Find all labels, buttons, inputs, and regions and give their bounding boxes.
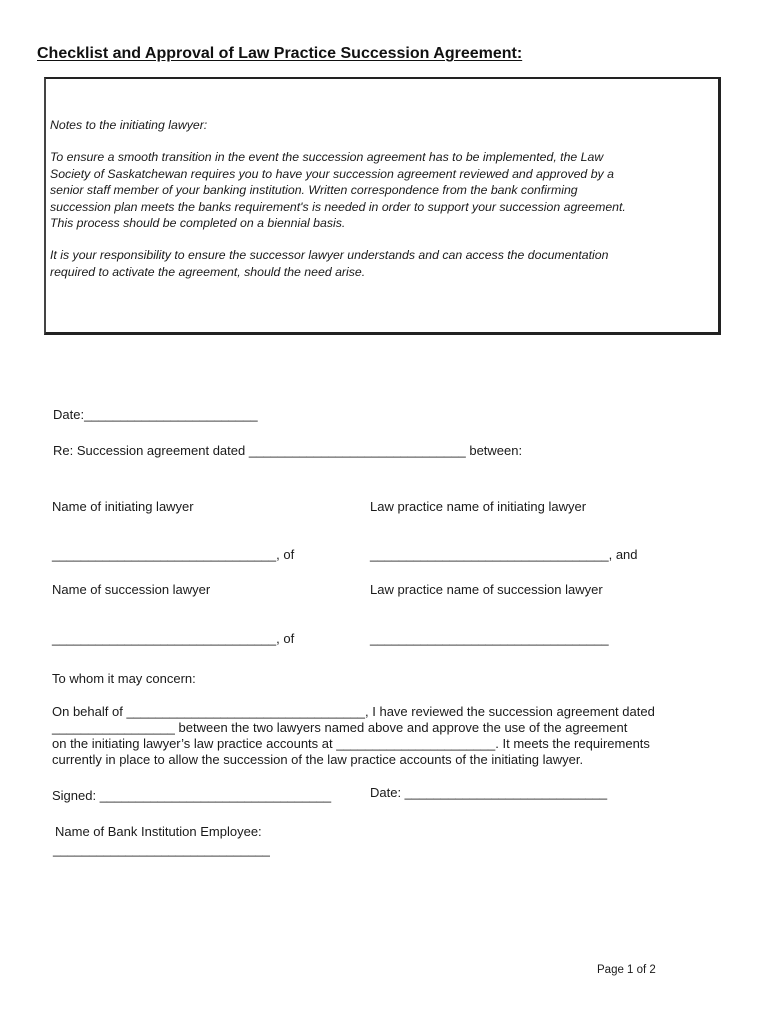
succession-lawyer-field[interactable]: _______________________________, of (52, 631, 295, 646)
page-title: Checklist and Approval of Law Practice Succession Agreement: (37, 45, 523, 62)
succession-practice-field[interactable]: _________________________________ (370, 631, 609, 646)
notes-paragraph-line: required to activate the agreement, should the need arise. (50, 264, 366, 279)
notes-paragraph-line: succession plan meets the banks requirement's is needed in order to support your succession agreement. (50, 199, 626, 214)
employee-name-field[interactable]: ______________________________ (53, 842, 270, 857)
succession-practice-label: Law practice name of succession lawyer (370, 582, 603, 597)
notes-paragraph-line: senior staff member of your banking institution. Written correspondence from the bank confirming (50, 183, 578, 197)
succession-lawyer-label: Name of succession lawyer (52, 582, 211, 597)
initiating-practice-field[interactable]: _________________________________, and (370, 547, 638, 562)
page-number: Page 1 of 2 (597, 964, 656, 976)
initiating-practice-label: Law practice name of initiating lawyer (370, 499, 587, 514)
employee-name-label: Name of Bank Institution Employee: (55, 824, 262, 839)
notes-paragraph-line: This process should be completed on a biennial basis. (50, 216, 346, 230)
approval-text-line: On behalf of _________________________________, I have reviewed the succession agreement dated (52, 704, 655, 719)
approval-text-line: on the initiating lawyer’s law practice accounts at ______________________. It meets the requirements (52, 736, 650, 751)
notes-paragraph-line: Society of Saskatchewan requires you to have your succession agreement reviewed and approved by a (50, 166, 614, 181)
approval-text-line: _________________ between the two lawyers named above and approve the use of the agreement (52, 720, 628, 735)
signature-date-field[interactable]: Date: ____________________________ (370, 785, 608, 800)
initiating-lawyer-field[interactable]: _______________________________, of (52, 547, 295, 562)
approval-text-line: currently in place to allow the succession of the law practice accounts of the initiating lawyer. (52, 752, 584, 767)
notes-paragraph-line: To ensure a smooth transition in the event the succession agreement has to be implemented, the Law (50, 150, 604, 164)
notes-paragraph-line: It is your responsibility to ensure the successor lawyer understands and can access the documentation (50, 248, 609, 262)
date-field[interactable]: Date:________________________ (53, 407, 258, 422)
notes-heading: Notes to the initiating lawyer: (50, 118, 208, 132)
signature-field[interactable]: Signed: ________________________________ (52, 788, 332, 803)
salutation: To whom it may concern: (52, 671, 196, 686)
initiating-lawyer-label: Name of initiating lawyer (52, 499, 194, 514)
agreement-date-field[interactable]: Re: Succession agreement dated ______________________________ between: (53, 443, 523, 458)
